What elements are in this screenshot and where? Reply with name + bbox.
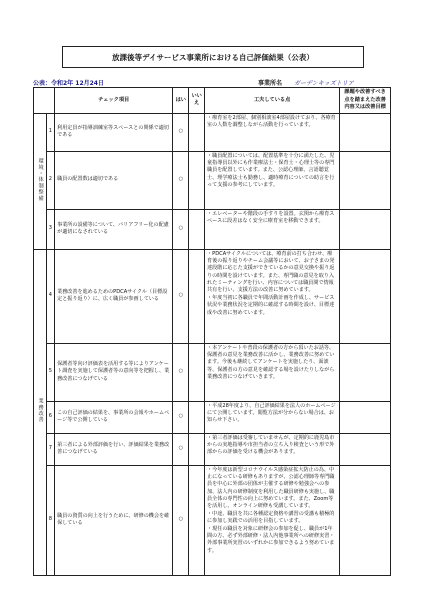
- answer-yes: ○: [173, 151, 189, 209]
- answer-no: [189, 465, 205, 575]
- header-yes: はい: [173, 88, 189, 114]
- office-name: ガーデンキッズトリア: [294, 78, 374, 88]
- check-item: 保護者等向け評価表を活用する等によりアンケート調査を実施して保護者等の意向等を把握し、業務改善につなげている: [55, 343, 173, 401]
- answer-no: [189, 249, 205, 343]
- check-item: この自己評価の結果を、事業所の会報やホームページ等で公開している: [55, 401, 173, 433]
- improvement-text: [340, 249, 391, 343]
- effort-text: ・第三者評価は受審していませんが、定期的に鹿児島市からの実地指導や市担当者の立ち入り検査という形で外部からの評価を受ける機会があります。: [205, 433, 340, 465]
- document-title: 放課後等デイサービス事業所における自己評価結果（公表）: [62, 46, 364, 68]
- answer-yes: ○: [173, 209, 189, 249]
- check-item: 職員の資質の向上を行うために、研修の機会を確保している: [55, 465, 173, 575]
- row-number: 4: [46, 249, 54, 343]
- header-blank: [34, 88, 55, 114]
- answer-yes: ○: [173, 249, 189, 343]
- effort-text: ・PDCAサイクルについては、療育前の打ち合わせ、療育後の振り返りやチーム会議等において、お子さまの発達段階に応じた支援ができているかの意見交換や振り返りの時間を設けています。また、専門職の意見を取り入れたミーティングを行い、内容については職員間で情報共有を行い、支援方法の改善に努めています。 ・年度当初に各職員で年間活動計画を作成し、サービス状況や業務状況を定期的に確認する時間を設け、目標達成や改善に努めています。: [205, 249, 340, 343]
- row-number: 2: [46, 151, 54, 209]
- answer-no: [189, 433, 205, 465]
- effort-text: ・本アンケートや普段の保護者の方から頂いたお話等、保護者の意見を業務改善に活かし、業務改善に努めています。今後も継続してアンケートを実施したり、面談等、保護者の方の意見を確認する場を設けたりしながら業務改善につなげていきます。: [205, 343, 340, 401]
- header-no: いいえ: [189, 88, 205, 114]
- answer-no: [189, 401, 205, 433]
- office-label: 事業所名: [258, 80, 283, 87]
- group-label-cell: [34, 249, 47, 575]
- improvement-text: [340, 343, 391, 401]
- table-row: [34, 465, 391, 575]
- table-row: [34, 113, 391, 151]
- answer-no: [189, 343, 205, 401]
- row-number: 8: [46, 465, 54, 575]
- table-row: [34, 249, 391, 343]
- self-evaluation-table: [33, 87, 391, 576]
- answer-no: [189, 113, 205, 151]
- check-item: 業務改善を進めるためのPDCAサイクル（目標設定と振り返り）に、広く職員が参画している: [55, 249, 173, 343]
- answer-yes: ○: [173, 401, 189, 433]
- improvement-text: [340, 113, 391, 151]
- answer-no: [189, 151, 205, 209]
- improvement-text: [340, 401, 391, 433]
- check-item: 事業所の設備等について、バリアフリー化の配慮が適切になされている: [55, 209, 173, 249]
- improvement-text: [340, 209, 391, 249]
- improvement-text: [340, 465, 391, 575]
- answer-yes: ○: [173, 433, 189, 465]
- row-number: 7: [46, 433, 54, 465]
- header-effort: 工夫している点: [205, 88, 340, 114]
- table-row: [34, 209, 391, 249]
- table-row: [34, 343, 391, 401]
- row-number: 5: [46, 343, 54, 401]
- header-improvement: 課題や改善すべき点を踏まえた改善内容又は改善目標: [340, 88, 391, 114]
- row-number: 1: [46, 113, 54, 151]
- group-label: 業務改善: [37, 398, 44, 423]
- check-item: 利用定員が指導訓練室等スペースとの関係で適切である: [55, 113, 173, 151]
- row-number: 6: [46, 401, 54, 433]
- table-row: [34, 433, 391, 465]
- check-item: 第三者による外部評価を行い、評価結果を業務改善につなげている: [55, 433, 173, 465]
- answer-yes: ○: [173, 113, 189, 151]
- improvement-text: [340, 151, 391, 209]
- check-item: 職員の配置数は適切である: [55, 151, 173, 209]
- group-label-cell: [34, 113, 47, 249]
- answer-no: [189, 209, 205, 249]
- effort-text: ・エレベーターや階段の手すりを設置。玄関から療育スペースに段差はなく安全に療育室を移動できます。: [205, 209, 340, 249]
- effort-text: ・今年度は新型コロナウイルス感染症拡大防止の為、中止になっている研修もありますが、公認心理師等専門職員を中心に外部の団体が主催する研修や勉強会への参加、法人内の研修制度を利用した職員研修も実施し、職員全体の専門性の向上に努めています。また、Zoom等を活用し、オンライン研修も受講しています。 ・中途、職員を共に各種認定資格や講習の受講も積極的に参加し実践での活用を目指しています。 ・現任の職員を対象に研修会の参加を促し、職員が1年間の方、必ず外部研修・法人内他事業所への研修実習・外部事業所実習のいずれかに参加できるよう努めています。: [205, 465, 340, 575]
- effort-text: ・療育室を2部屋、個別相談室4部屋設けており、各療育室の人数を調整しながら活動を行っています。: [205, 113, 340, 151]
- header-check-item: チェック項目: [55, 88, 173, 114]
- group-label: 環境・体制整備: [37, 157, 44, 202]
- effort-text: ・職員配置については、配置基準を十分に満たした、児童指導員以外にも作業療法士・保育士・心理士等の専門職員を配置しています。また、公認心理師、言語聴覚士、理学療法士も勤務し、適時療育についての助言を行って支援の参考にしています。: [205, 151, 340, 209]
- publication-date: 公表：令和2年 12月24日: [33, 80, 104, 87]
- table-header-row: [34, 88, 391, 114]
- effort-text: ・平成28年度より、自己評価結果を法人のホームページにて公開しています。閲覧方法が分からない場合は、お知らせ下さい。: [205, 401, 340, 433]
- row-number: 3: [46, 209, 54, 249]
- improvement-text: [340, 433, 391, 465]
- answer-yes: ○: [173, 465, 189, 575]
- table-row: [34, 401, 391, 433]
- answer-yes: ○: [173, 343, 189, 401]
- table-row: [34, 151, 391, 209]
